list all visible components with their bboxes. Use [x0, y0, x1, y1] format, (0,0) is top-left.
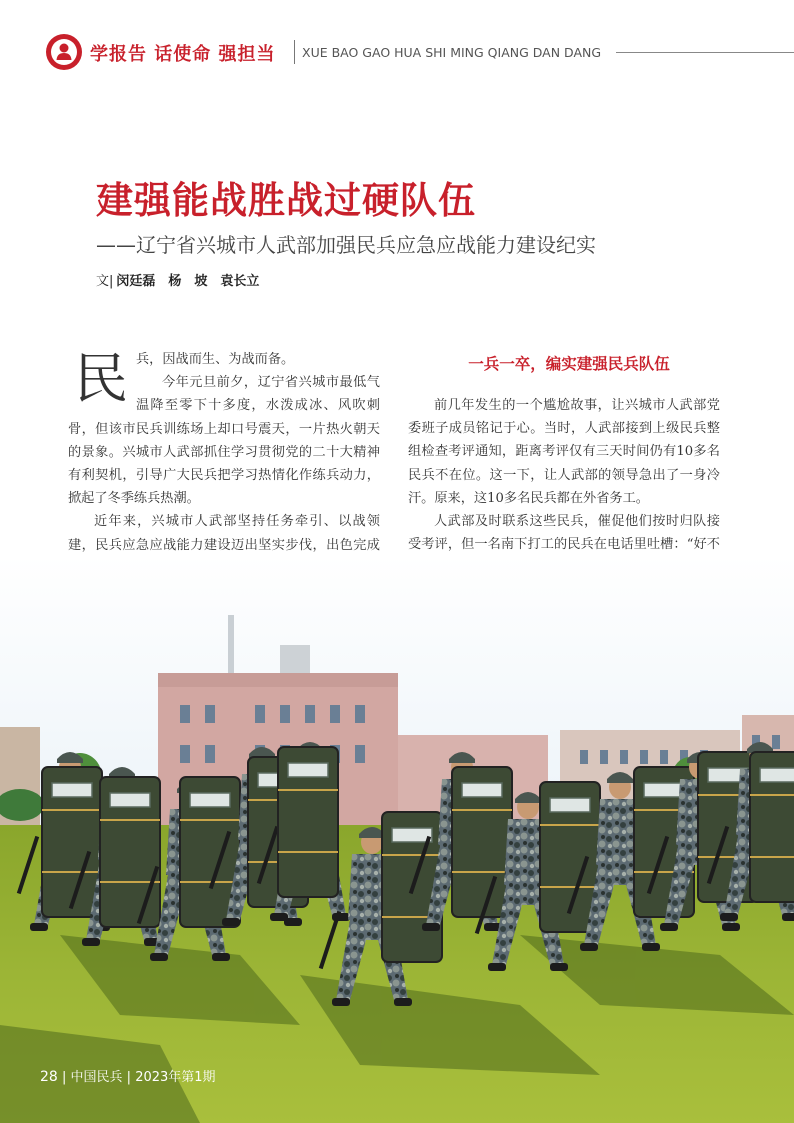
paragraph: 今年元旦前夕，辽宁省兴城市最低气温降至零下十多度，水泼成冰、风吹刺骨，但该市民兵训练场上却口号震天，一片热火朝天的景象。兴城市人武部抓住学习贯彻党的二十大精神有利契机，引导广大民兵把学习热情化作练兵动力，掀起了冬季练兵热潮。 — [68, 375, 380, 507]
footer-separator: | — [61, 1070, 67, 1085]
header-rule — [616, 52, 794, 53]
issue-label: 2023年第1期 — [135, 1070, 216, 1085]
article-subtitle: ——辽宁省兴城市人武部加强民兵应急应战能力建设纪实 — [96, 233, 596, 257]
paragraph-text: 兵，因战而生、为战而备。 — [136, 352, 295, 367]
paragraph: 前几年发生的一个尴尬故事，让兴城市人武部党委班子成员铭记于心。当时，人武部接到上级民兵整组检查考评通知，距离考评仅有三天时间仍有10多名民兵不在位。这一下，让人武部的领导急出了一身冷汗。原来，这10多名民兵都在外省务工。 — [408, 398, 720, 506]
byline-prefix: 文| — [96, 274, 114, 289]
article-title: 建强能战胜战过硬队伍 — [96, 179, 476, 222]
column-slogan: 学报告 话使命 强担当 — [90, 44, 276, 65]
page-footer — [40, 1066, 216, 1085]
byline — [96, 270, 259, 289]
section-heading: 一兵一卒，编实建强民兵队伍 — [468, 355, 670, 373]
magazine-name: 中国民兵 — [70, 1070, 123, 1085]
paragraph — [68, 347, 380, 410]
paragraph: 近年来，兴城市人武部坚持任务牵引、以战领建，民兵应急应战能力建设迈出坚实步伐，出色完成 — [68, 514, 380, 553]
page-number: 28 — [40, 1069, 58, 1085]
drop-cap: 民 — [74, 347, 128, 410]
militia-training-photo — [0, 555, 794, 1123]
person-icon — [46, 34, 82, 70]
page-header — [46, 34, 794, 72]
header-divider — [294, 40, 295, 64]
paragraph: 人武部及时联系这些民兵，催促他们按时归队接受考评，但一名南下打工的民兵在电话里吐槽：“好不 — [408, 514, 720, 553]
footer-separator: | — [126, 1070, 132, 1085]
column-slogan-pinyin: XUE BAO GAO HUA SHI MING QIANG DAN DANG — [302, 45, 602, 60]
author-names: 闵廷磊 杨 坡 袁长立 — [116, 274, 260, 289]
